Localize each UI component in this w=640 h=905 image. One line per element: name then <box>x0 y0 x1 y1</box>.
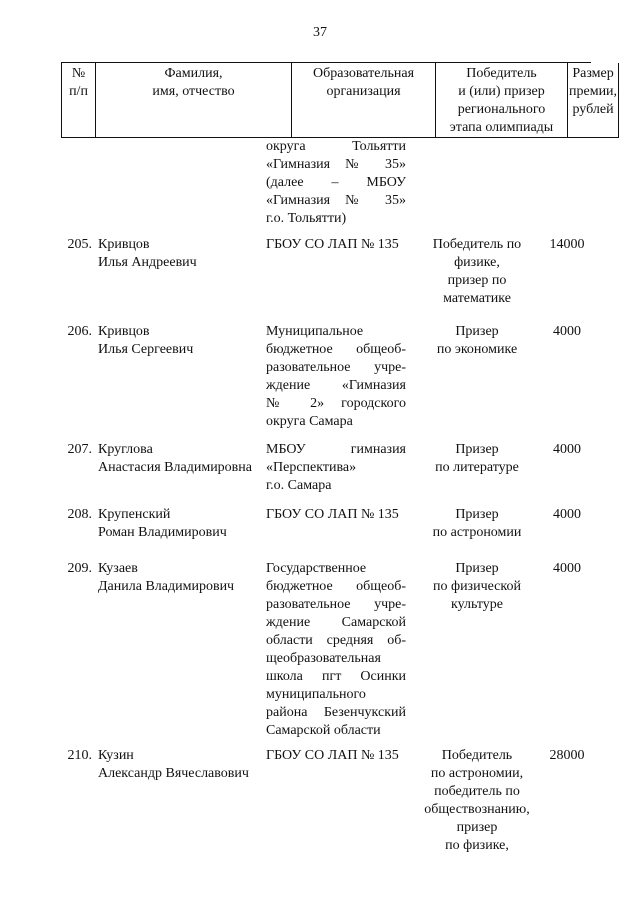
org-line: бюджетное общеоб- <box>266 342 406 357</box>
header-org <box>292 63 436 138</box>
org-line: ГБОУ СО ЛАП № 135 <box>266 507 399 522</box>
winner-cell <box>414 560 540 614</box>
prize-amount: 4000 <box>553 324 581 339</box>
row-number: 210. <box>67 748 92 763</box>
org-line: бюджетное общеоб- <box>266 579 406 594</box>
prize-amount: 4000 <box>553 442 581 457</box>
winner-cell <box>414 747 540 855</box>
org-line: Муниципальное <box>266 324 364 339</box>
prize-amount: 28000 <box>549 748 585 763</box>
header-winner-line: Победитель <box>466 66 537 81</box>
name-cell <box>98 323 263 359</box>
name-line: Кривцов <box>98 324 150 339</box>
row-number: 206. <box>67 324 92 339</box>
org-cell <box>266 506 406 524</box>
header-name-line: имя, отчество <box>152 84 235 99</box>
header-sum-line: Размер <box>572 66 614 81</box>
name-line: Роман Владимирович <box>98 525 227 540</box>
org-cell <box>266 441 406 495</box>
org-line: муниципального <box>266 687 366 702</box>
org-line: № 2» городского <box>266 396 406 411</box>
header-name-line: Фамилия, <box>164 66 223 81</box>
name-cell <box>98 441 263 477</box>
org-cell <box>266 323 406 431</box>
name-line: Кузин <box>98 748 134 763</box>
org-line: школа пгт Осинки <box>266 669 406 684</box>
winner-cell <box>414 441 540 477</box>
org-line: разовательное учре- <box>266 597 406 612</box>
org-line: разовательное учре- <box>266 360 406 375</box>
header-winner-line: и (или) призер <box>458 84 545 99</box>
winner-line: Призер <box>455 442 499 457</box>
header-sum-line: рублей <box>572 102 614 117</box>
winner-line: по физической <box>433 579 521 594</box>
winner-line: по астрономии, <box>430 766 524 781</box>
winner-line: победитель по <box>434 784 520 799</box>
name-line: Крупенский <box>98 507 171 522</box>
header-winner-line: этапа олимпиады <box>449 120 554 135</box>
winner-line: математике <box>443 291 511 306</box>
org-line: МБОУ гимназия <box>266 442 406 457</box>
org-line: ждение «Гимназия <box>266 378 406 393</box>
header-sum-line: премии, <box>569 84 618 99</box>
org-line: ГБОУ СО ЛАП № 135 <box>266 237 399 252</box>
header-num-line: № <box>71 66 86 81</box>
prize-amount: 4000 <box>553 507 581 522</box>
winner-line: физике, <box>454 255 500 270</box>
name-cell <box>98 560 263 596</box>
header-winner-line: регионального <box>457 102 546 117</box>
winner-line: Призер <box>455 507 499 522</box>
winner-line: Победитель по <box>432 237 522 252</box>
org-line: (далее – МБОУ <box>266 175 406 190</box>
org-line: ГБОУ СО ЛАП № 135 <box>266 748 399 763</box>
org-line: щеобразовательная <box>266 651 381 666</box>
org-line: «Гимназия № 35» <box>266 157 406 172</box>
winner-line: Призер <box>455 324 499 339</box>
table-header <box>61 62 618 138</box>
row-number: 209. <box>67 561 92 576</box>
winner-line: обществознанию, <box>424 802 530 817</box>
name-cell <box>98 747 263 783</box>
org-line: области средняя об- <box>266 633 406 648</box>
header-sum <box>568 63 619 138</box>
winner-line: Призер <box>455 561 499 576</box>
org-cell <box>266 138 406 228</box>
org-line: «Гимназия № 35» <box>266 193 406 208</box>
header-name <box>96 63 292 138</box>
header-org-line: Образовательная <box>312 66 415 81</box>
winner-line: Победитель <box>441 748 513 763</box>
org-line: округа Самара <box>266 414 353 429</box>
header-num <box>62 63 96 138</box>
row-number: 208. <box>67 507 92 522</box>
winner-cell <box>414 323 540 359</box>
org-cell <box>266 560 406 740</box>
org-line: «Перспектива» <box>266 460 357 475</box>
row-number: 205. <box>67 237 92 252</box>
name-line: Кузаев <box>98 561 138 576</box>
winner-cell <box>414 506 540 542</box>
row-number: 207. <box>67 442 92 457</box>
name-line: Данила Владимирович <box>98 579 235 594</box>
name-cell <box>98 506 263 542</box>
org-cell <box>266 236 406 254</box>
winner-line: по экономике <box>436 342 518 357</box>
name-line: Илья Андреевич <box>98 255 197 270</box>
org-line: Самарской области <box>266 723 381 738</box>
org-line: Государственное <box>266 561 367 576</box>
name-line: Илья Сергеевич <box>98 342 194 357</box>
winner-line: призер <box>456 820 498 835</box>
name-line: Александр Вячеславович <box>98 766 249 781</box>
org-line: округа Тольятти <box>266 139 406 154</box>
org-line: г.о. Самара <box>266 478 332 493</box>
name-line: Круглова <box>98 442 153 457</box>
prize-amount: 4000 <box>553 561 581 576</box>
winner-line: культуре <box>451 597 503 612</box>
header-num-line: п/п <box>69 84 88 99</box>
org-line: района Безенчукский <box>266 705 406 720</box>
winner-line: призер по <box>447 273 507 288</box>
org-line: ждение Самарской <box>266 615 406 630</box>
page-number: 37 <box>313 25 327 40</box>
header-winner <box>436 63 568 138</box>
winner-cell <box>414 236 540 308</box>
prize-amount: 14000 <box>549 237 585 252</box>
org-line: г.о. Тольятти) <box>266 211 347 226</box>
name-cell <box>98 236 263 272</box>
org-cell <box>266 747 406 765</box>
winner-line: по физике, <box>445 838 509 853</box>
name-line: Кривцов <box>98 237 150 252</box>
winner-line: по литературе <box>435 460 519 475</box>
header-org-line: организация <box>326 84 401 99</box>
winner-line: по астрономии <box>432 525 522 540</box>
name-line: Анастасия Владимировна <box>98 460 252 475</box>
